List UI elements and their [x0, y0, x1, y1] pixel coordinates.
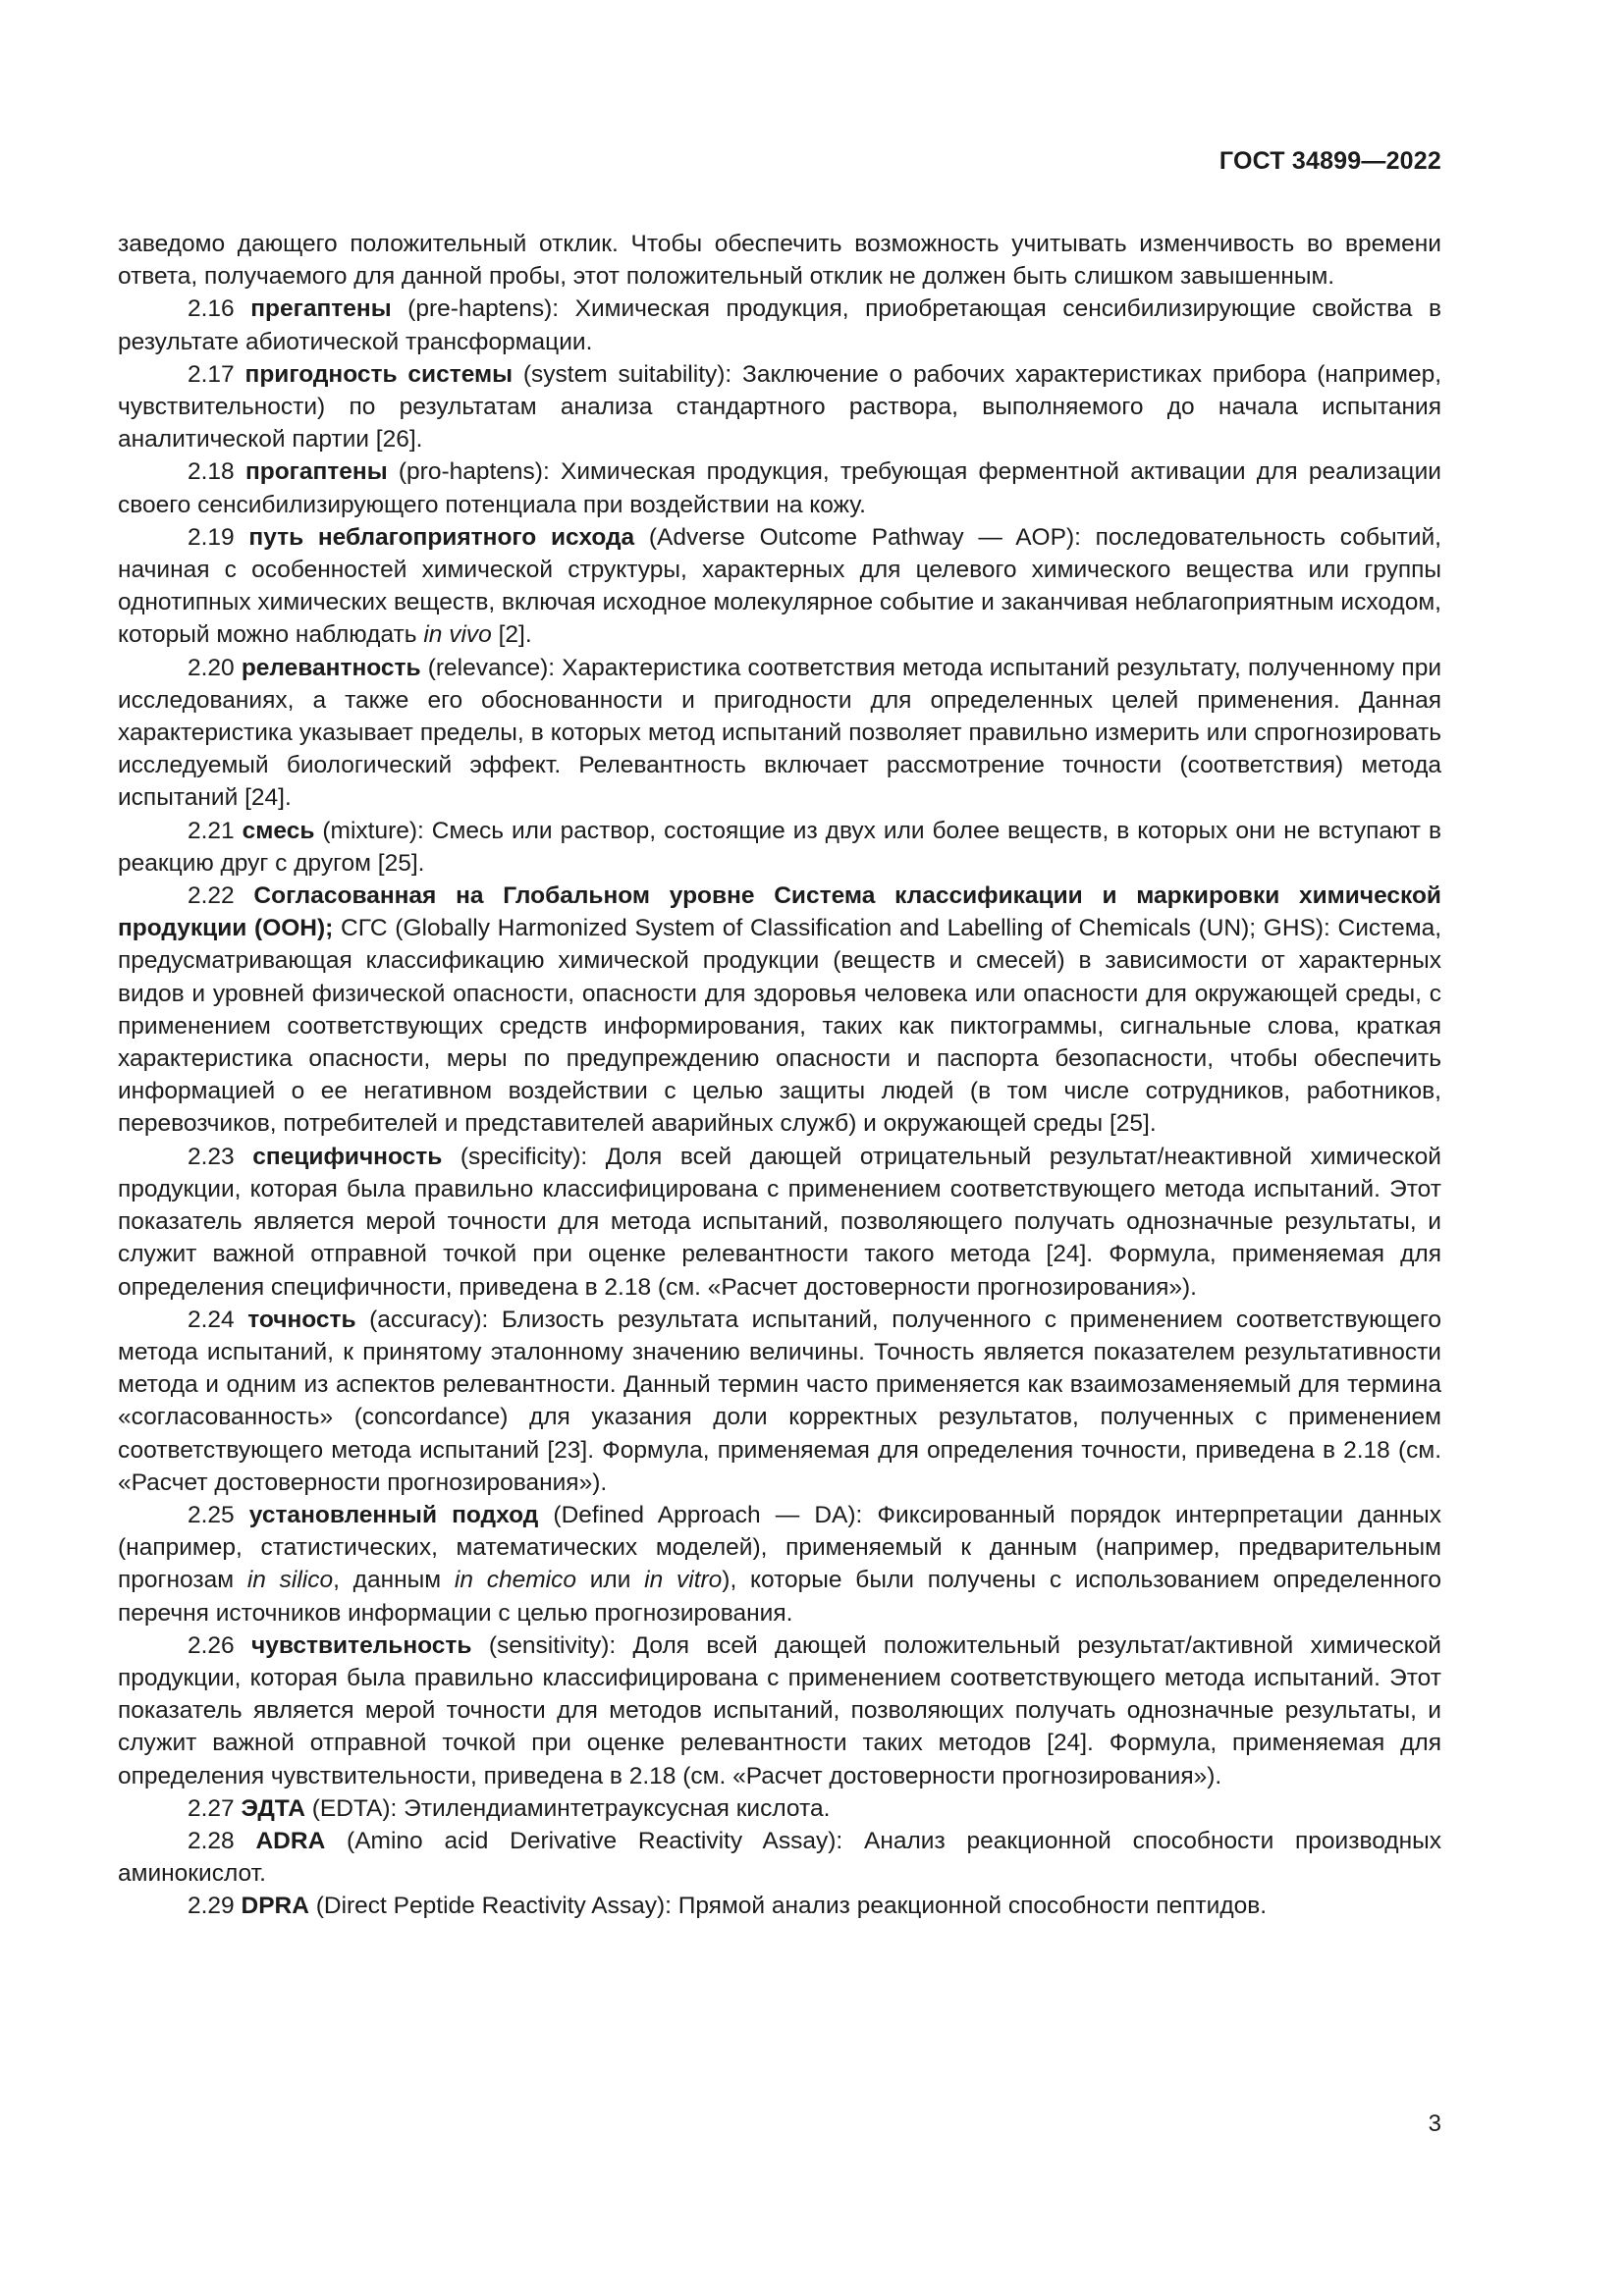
entry-number: 2.22: [188, 882, 235, 910]
entry-number: 2.21: [188, 817, 235, 844]
entry-text: (mixture): Смесь или раствор, состоящие из двух или более веществ, в которых они не вступают в реакцию друг с другом [25].: [118, 817, 1441, 877]
entry-number: 2.16: [188, 295, 235, 323]
entry-term: DPRA: [241, 1893, 309, 1920]
entry-text: [2].: [491, 621, 532, 649]
entry-2-21: [118, 815, 1441, 880]
entry-term: ЭДТА: [241, 1794, 305, 1822]
entry-number: 2.20: [188, 654, 235, 681]
entry-2-17: [118, 358, 1441, 456]
entry-number: 2.26: [188, 1631, 235, 1659]
entry-text: (Amino acid Derivative Reactivity Assay): Анализ реакционной способности производных аминокислот.: [118, 1827, 1441, 1888]
entry-term: Согласованная на Глобальном уровне Система классификации и маркировки химической продукции (ООН);: [118, 882, 1441, 942]
entry-text: (accuracy): Близость результата испытаний, полученного с применением соответствующего метода испытаний, к принятому эталонному значению величины. Точность является показателем результативности метода и одним из аспектов релевантности. Данный термин часто применяется как взаимозаменяемый для термина «согласованность» (concordance) для указания доли корректных результатов, полученных с применением соответствующего метода испытаний [23]. Формула, применяемая для определения точности, приведена в 2.18 (см. «Расчет достоверности прогнозирования»).: [118, 1306, 1441, 1496]
entry-2-20: [118, 652, 1441, 815]
entry-term: прегаптены: [250, 295, 392, 323]
entry-2-28: [118, 1825, 1441, 1890]
entry-term: установленный подход: [248, 1501, 539, 1528]
entry-2-19: [118, 521, 1441, 652]
entry-term: прогаптены: [244, 458, 388, 486]
entry-term: пригодность системы: [244, 360, 514, 388]
entry-text: (EDTA): Этилендиаминтетрауксусная кислота.: [304, 1794, 831, 1822]
entry-2-16: [118, 293, 1441, 357]
entry-number: 2.25: [188, 1501, 235, 1528]
entry-term: путь неблагоприятного исхода: [248, 523, 635, 551]
entry-text: (specificity): Доля всей дающей отрицательный результат/неактивной химической продукции, которая была правильно классифицирована с применением соответствующего метода испытаний. Этот показатель является мерой точности для метода испытаний, позволяющего получать однозначные результаты, и служит важной отправной точкой при оценке релевантности такого метода [24]. Формула, применяемая для определения специфичности, приведена в 2.18 (см. «Расчет достоверности прогнозирования»).: [118, 1143, 1441, 1301]
entry-2-27: [118, 1792, 1441, 1825]
entry-term: точность: [247, 1306, 356, 1333]
entry-italic: in silico: [246, 1567, 334, 1594]
entry-2-29: [118, 1890, 1441, 1922]
entry-italic: in vitro: [644, 1567, 723, 1594]
entry-text: ), которые были получены с использованием определенного перечня источников информации с целью прогнозирования.: [118, 1567, 1442, 1627]
entry-number: 2.27: [188, 1794, 235, 1822]
entry-text: (system suitability): Заключение о рабочих характеристиках прибора (например, чувствительности) по результатам анализа стандартного раствора, выполняемого до начала испытания аналитической партии [26].: [118, 360, 1442, 454]
entry-2-25: [118, 1499, 1441, 1629]
entry-text: , данным: [333, 1567, 455, 1594]
entry-italic: in vivo: [423, 621, 492, 649]
entry-2-26: [118, 1629, 1441, 1792]
entry-text: (pro-haptens): Химическая продукция, требующая ферментной активации для реализации своего сенсибилизирующего потенциала при воздействии на кожу.: [118, 458, 1441, 518]
entry-text: СГС (Globally Harmonized System of Classification and Labelling of Chemicals (UN); GHS): Система, предусматривающая классификацию химической продукции (веществ и смесей) в зависимости от характерных видов и уровней физической опасности, опасности для здоровья человека или опасности для окружающей среды, с применением соответствующих средств информирования, таких как пиктограммы, сигнальные слова, краткая характеристика опасности, меры по предупреждению опасности и паспорта безопасности, чтобы обеспечить информацией о ее негативном воздействии с целью защиты людей (в том числе сотрудников, работников, перевозчиков, потребителей и представителей аварийных служб) и окружающей среды [25].: [118, 915, 1442, 1138]
entry-term: смесь: [242, 817, 315, 844]
entry-text: (pre-haptens): Химическая продукция, приобретающая сенсибилизирующие свойства в результате абиотической трансформации.: [118, 295, 1441, 355]
entry-2-18: [118, 455, 1441, 520]
entry-term: чувствительность: [251, 1631, 472, 1659]
entry-2-24: [118, 1304, 1441, 1499]
entry-2-23: [118, 1141, 1441, 1304]
entry-term: ADRA: [255, 1827, 326, 1854]
entry-text: (sensitivity): Доля всей дающей положительный результат/активной химической продукции, которая была правильно классифицирована с применением соответствующего метода испытаний. Этот показатель является мерой точности для методов испытаний, позволяющих получать однозначные результаты, и служит важной отправной точкой при оценке релевантности таких методов [24]. Формула, применяемая для определения чувствительности, приведена в 2.18 (см. «Расчет достоверности прогнозирования»).: [118, 1631, 1441, 1789]
entry-text: (Defined Approach — DA): Фиксированный порядок интерпретации данных (например, статистических, математических моделей), применяемый к данным (например, предварительным прогнозам: [118, 1501, 1441, 1594]
document-code: ГОСТ 34899—2022: [1218, 147, 1441, 175]
continuation-paragraph: заведомо дающего положительный отклик. Чтобы обеспечить возможность учитывать изменчивость во времени ответа, получаемого для данной пробы, этот положительный отклик не должен быть слишком завышенным.: [118, 231, 1441, 291]
entry-text: (relevance): Характеристика соответствия метода испытаний результату, полученному при исследованиях, а также его обоснованности и пригодности для определенных целей применения. Данная характеристика указывает пределы, в которых метод испытаний позволяет правильно измерить или спрогнозировать исследуемый биологический эффект. Релевантность включает рассмотрение точности (соответствия) метода испытаний [24].: [118, 654, 1441, 812]
entry-number: 2.29: [188, 1893, 235, 1920]
entry-italic: in chemico: [454, 1567, 576, 1594]
entry-text: или: [575, 1567, 645, 1594]
entry-text: (Direct Peptide Reactivity Assay): Прямой анализ реакционной способности пептидов.: [308, 1893, 1268, 1920]
entry-number: 2.17: [188, 360, 235, 388]
entry-number: 2.19: [188, 523, 235, 551]
entry-term: специфичность: [252, 1143, 443, 1170]
entry-2-22: [118, 880, 1441, 1141]
entry-number: 2.18: [188, 458, 235, 486]
page-number: 3: [1428, 2110, 1441, 2137]
entry-number: 2.24: [188, 1306, 235, 1333]
entry-term: релевантность: [241, 654, 421, 681]
entry-number: 2.28: [188, 1827, 235, 1854]
entry-text: (Adverse Outcome Pathway — AOP): последовательность событий, начиная с особенностей химической структуры, характерных для целевого химического вещества или группы однотипных химических веществ, включая исходное молекулярное событие и заканчивая неблагоприятным исходом, который можно наблюдать: [118, 523, 1441, 649]
document-body: [118, 228, 1441, 1923]
entry-number: 2.23: [188, 1143, 235, 1170]
